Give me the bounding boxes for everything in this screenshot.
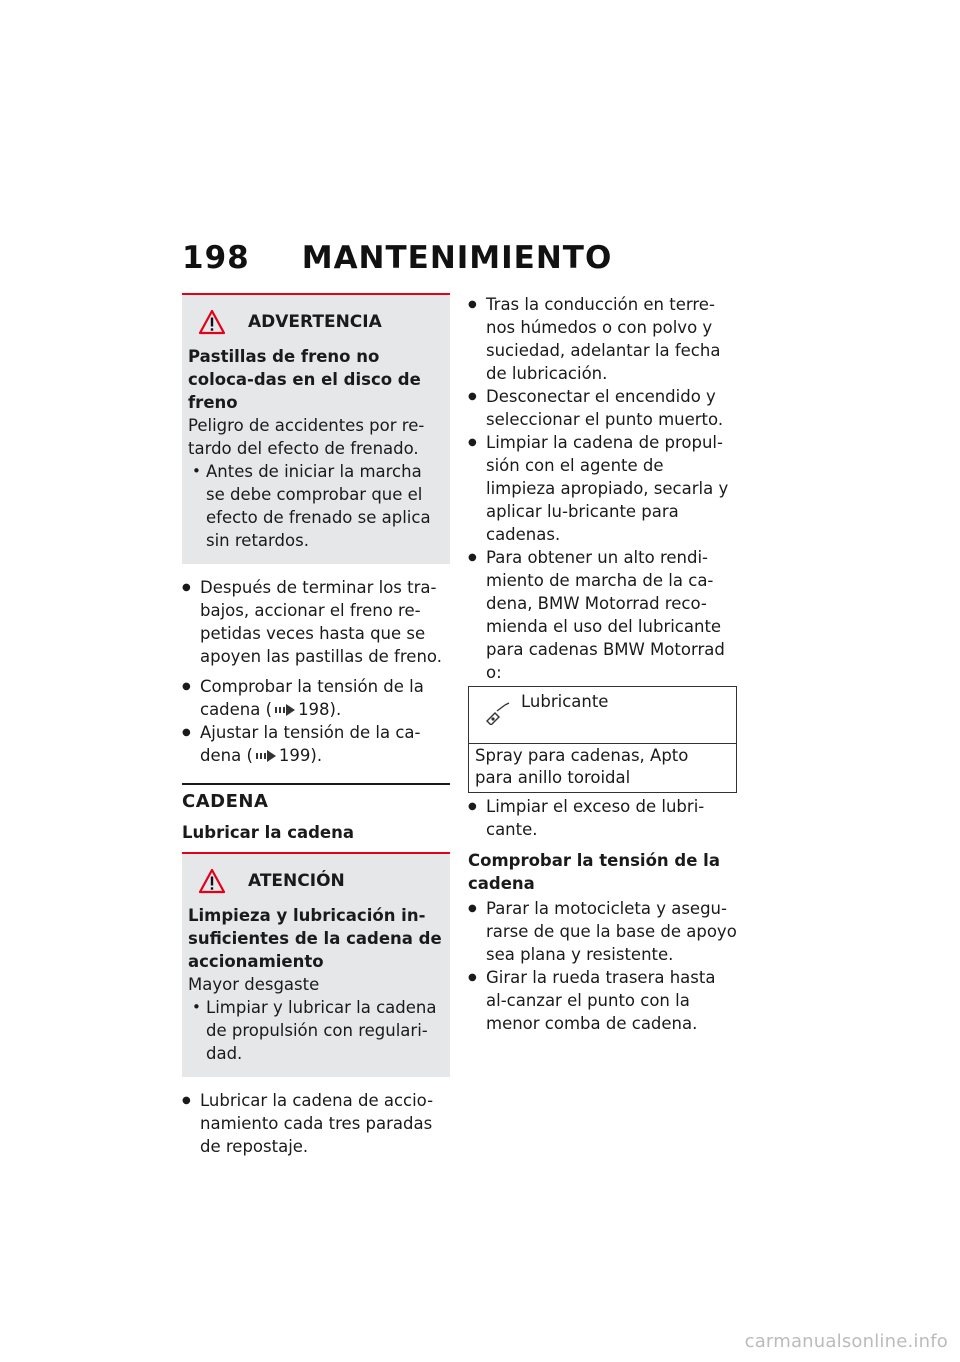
warning-label: ADVERTENCIA: [248, 312, 382, 332]
warning-box: [182, 293, 450, 564]
warning-title: Pastillas de freno no coloca-das en el disco de freno: [188, 347, 421, 412]
left-column: [182, 293, 450, 1158]
warning-text: Peligro de accidentes por re-tardo del efecto de frenado.: [188, 416, 425, 458]
step-rotate-wheel: ● Girar la rueda trasera hasta al-canzar el punto con la menor comba de cadena.: [468, 966, 737, 1035]
step-ignition-off: ● Desconectar el encendido y seleccionar el punto muerto.: [468, 385, 737, 431]
lubricate-steps: [182, 1089, 450, 1158]
step-recommend-lubricant: ● Para obtener un alto rendi-miento de marcha de la ca-dena, BMW Motorrad reco-mienda el uso del lubricante para cadenas BMW Motorrad o:: [468, 546, 737, 684]
step-release-brake: ● Después de terminar los tra-bajos, accionar el freno re-petidas veces hasta que se apoyen las pastillas de freno.: [182, 576, 450, 668]
caution-text: Mayor desgaste: [188, 975, 320, 994]
right-column: [468, 293, 737, 1035]
after-table-steps: [468, 795, 737, 841]
step-check-tension: [182, 675, 450, 721]
caution-bullet: • Limpiar y lubricar la cadena de propulsión con regulari-dad.: [188, 996, 444, 1065]
page-ref-198: 198).: [298, 700, 342, 719]
caution-label: ATENCIÓN: [248, 871, 345, 891]
step-clean-chain: ● Limpiar la cadena de propul-sión con el agente de limpieza apropiado, secarla y aplicar lu-bricante para cadenas.: [468, 431, 737, 546]
step-lubricate-interval: ● Lubricar la cadena de accio-namiento cada tres paradas de repostaje.: [182, 1089, 450, 1158]
step-wet-conditions: ● Tras la conducción en terre-nos húmedos o con polvo y suciedad, adelantar la fecha de lubricación.: [468, 293, 737, 385]
warning-bullet: • Antes de iniciar la marcha se debe comprobar que el efecto de frenado se aplica sin retardos.: [188, 460, 444, 552]
page-ref-199: 199).: [278, 746, 323, 765]
page-ref-arrow-icon: [274, 704, 296, 716]
left-steps: [182, 576, 450, 767]
step-park-motorcycle: ● Parar la motocicleta y asegu-rarse de que la base de apoyo sea plana y resistente.: [468, 897, 737, 966]
lubricant-table-header: [469, 687, 737, 744]
step-check-tension-text: Comprobar la tensión de la cadena (: [200, 677, 424, 719]
caution-icon: [198, 868, 226, 894]
lubricant-table: [468, 686, 737, 793]
warning-box-header: [198, 309, 444, 335]
watermark: carmanualsonline.info: [744, 1331, 948, 1352]
check-tension-subhead: Comprobar la tensión de la cadena: [468, 851, 720, 893]
caution-box-header: [198, 868, 444, 894]
right-steps: [468, 293, 737, 684]
caution-title: Limpieza y lubricación in-suficientes de la cadena de accionamiento: [188, 906, 442, 971]
section-divider: [182, 783, 450, 815]
page-number: 198: [182, 240, 250, 276]
lubricate-subhead: Lubricar la cadena: [182, 823, 354, 842]
page-title: MANTENIMIENTO: [301, 240, 613, 276]
step-remove-excess: ● Limpiar el exceso de lubri-cante.: [468, 795, 737, 841]
lubricant-can-icon: [483, 701, 511, 725]
page-header: [182, 240, 612, 276]
section-title: CADENA: [182, 791, 269, 812]
step-adjust-tension: [182, 721, 450, 767]
caution-bullets: [188, 996, 444, 1065]
check-tension-steps: [468, 897, 737, 1035]
warning-icon: [198, 309, 226, 335]
warning-bullets: [188, 460, 444, 552]
lubricant-table-value: Spray para cadenas, Apto para anillo toroidal: [469, 744, 737, 793]
caution-box: [182, 852, 450, 1077]
page-ref-arrow-icon: [255, 750, 277, 762]
step-adjust-tension-text: Ajustar la tensión de la ca-dena (: [200, 723, 421, 765]
lubricant-header-label: Lubricante: [521, 692, 609, 711]
